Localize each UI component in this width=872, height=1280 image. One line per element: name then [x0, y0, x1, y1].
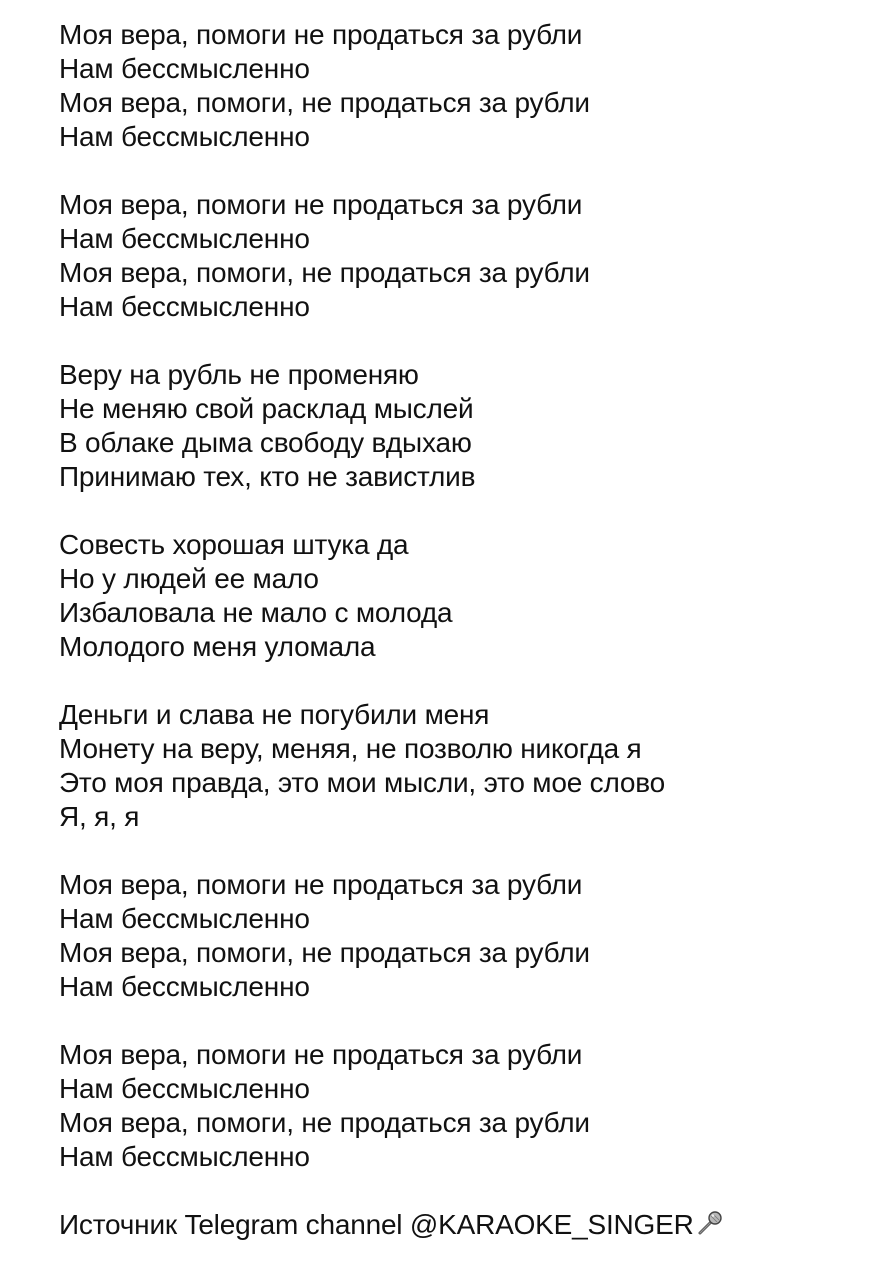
lyric-line: Моя вера, помоги не продаться за рубли [59, 19, 583, 50]
stanza-2 [59, 188, 859, 324]
lyric-line: Веру на рубль не променяю [59, 359, 419, 390]
lyric-line: Принимаю тех, кто не завистлив [59, 461, 476, 492]
stanza-6 [59, 868, 859, 1004]
lyric-line: Нам бессмысленно [59, 223, 310, 254]
lyric-line: Моя вера, помоги, не продаться за рубли [59, 87, 590, 118]
lyric-line: Моя вера, помоги не продаться за рубли [59, 869, 583, 900]
lyric-line: Моя вера, помоги не продаться за рубли [59, 189, 583, 220]
lyric-line: Не меняю свой расклад мыслей [59, 393, 474, 424]
stanza-3 [59, 358, 859, 494]
lyric-line: Нам бессмысленно [59, 121, 310, 152]
lyric-line: Нам бессмысленно [59, 903, 310, 934]
source-attribution [59, 1208, 859, 1242]
lyric-line: Нам бессмысленно [59, 53, 310, 84]
lyric-line: Это моя правда, это мои мысли, это мое слово [59, 767, 666, 798]
lyric-line: Избаловала не мало с молода [59, 597, 453, 628]
lyric-line: Моя вера, помоги, не продаться за рубли [59, 257, 590, 288]
stanza-7 [59, 1038, 859, 1174]
lyric-line: Нам бессмысленно [59, 971, 310, 1002]
source-text: Источник Telegram channel @KARAOKE_SINGER [59, 1209, 694, 1240]
lyric-line: Совесть хорошая штука да [59, 529, 409, 560]
lyric-line: Но у людей ее мало [59, 563, 319, 594]
lyric-line: Молодого меня уломала [59, 631, 376, 662]
lyric-line: Моя вера, помоги, не продаться за рубли [59, 937, 590, 968]
microphone-icon [696, 1209, 724, 1237]
lyrics-text [59, 18, 859, 1242]
stanza-1 [59, 18, 859, 154]
stanza-5 [59, 698, 859, 834]
lyric-line: Моя вера, помоги не продаться за рубли [59, 1039, 583, 1070]
lyric-line: Моя вера, помоги, не продаться за рубли [59, 1107, 590, 1138]
lyric-line: Монету на веру, меняя, не позволю никогда я [59, 733, 642, 764]
lyric-line: Нам бессмысленно [59, 291, 310, 322]
stanza-4 [59, 528, 859, 664]
lyric-line: Я, я, я [59, 801, 140, 832]
lyric-line: Нам бессмысленно [59, 1141, 310, 1172]
lyric-line: Деньги и слава не погубили меня [59, 699, 490, 730]
lyric-line: В облаке дыма свободу вдыхаю [59, 427, 472, 458]
lyric-line: Нам бессмысленно [59, 1073, 310, 1104]
